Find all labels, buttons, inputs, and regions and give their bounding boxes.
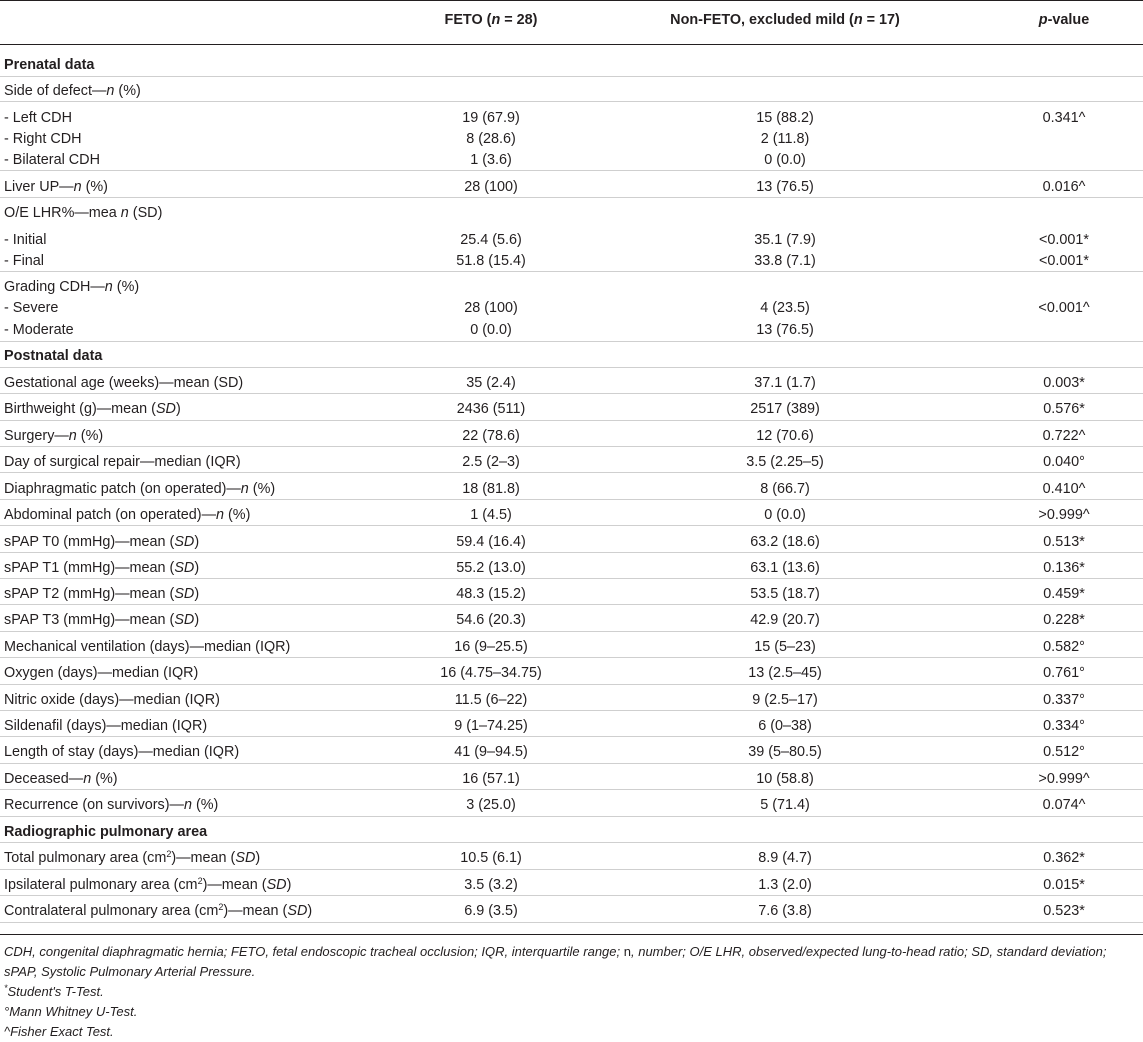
p-value: 0.512° [1043, 744, 1085, 760]
table-row [0, 428, 1143, 448]
table-row [0, 279, 1143, 299]
feto-value: 22 (78.6) [462, 428, 520, 444]
table-row [0, 586, 1143, 606]
row-label: Deceased—n (%) [4, 771, 118, 787]
footnote-fisher-exact: ^Fisher Exact Test. [4, 1024, 114, 1039]
non-feto-value: 13 (2.5–45) [748, 665, 822, 681]
feto-value: 2436 (511) [456, 401, 526, 417]
p-value: 0.040° [1043, 454, 1085, 470]
feto-value: 18 (81.8) [462, 481, 520, 497]
footnote-mann-whitney: °Mann Whitney U-Test. [4, 1004, 138, 1019]
table-row [0, 612, 1143, 632]
p-value: >0.999^ [1038, 507, 1090, 523]
table-row [0, 401, 1143, 421]
row-label: - Final [4, 253, 44, 269]
column-header-p-value: p-value [1038, 12, 1090, 28]
feto-value: 11.5 (6–22) [454, 692, 528, 708]
row-label: Ipsilateral pulmonary area $(cm^2)—mean$ (SD) [4, 876, 292, 893]
p-value: 0.074^ [1042, 797, 1086, 813]
table-row [0, 534, 1143, 554]
table-row [0, 131, 1143, 151]
feto-value: 25.4 (5.6) [460, 232, 522, 248]
non-feto-value: 3.5 (2.25–5) [746, 454, 824, 470]
column-header-feto: FETO (n = 28) [444, 12, 538, 28]
feto-value: 10.5 (6.1) [460, 850, 522, 866]
non-feto-value: 9 (2.5–17) [752, 692, 818, 708]
row-label: sPAP T1 (mmHg)—mean (SD) [4, 560, 200, 576]
feto-value: 1 (3.6) [470, 152, 512, 168]
p-value: <0.001^ [1038, 300, 1090, 316]
p-value: 0.722^ [1042, 428, 1086, 444]
non-feto-value: 37.1 (1.7) [754, 375, 816, 391]
table-row [0, 375, 1143, 395]
feto-value: 6.9 (3.5) [464, 903, 518, 919]
p-value: 0.523* [1043, 903, 1085, 919]
row-label: Nitric oxide (days)—median (IQR) [4, 692, 220, 708]
table-row [0, 665, 1143, 685]
table-row [0, 300, 1143, 320]
feto-value: 1 (4.5) [470, 507, 512, 523]
table-row [0, 718, 1143, 738]
non-feto-value: 63.2 (18.6) [750, 534, 820, 550]
non-feto-value: 7.6 (3.8) [758, 903, 812, 919]
row-label: - Right CDH [4, 131, 82, 147]
table-row [0, 639, 1143, 659]
row-label: Total pulmonary area $(cm^2)—mean$ (SD) [4, 849, 261, 866]
row-label: - Severe [4, 300, 59, 316]
non-feto-value: 1.3 (2.0) [758, 877, 812, 893]
non-feto-value: 15 (5–23) [754, 639, 816, 655]
row-label: Sildenafil (days)—median (IQR) [4, 718, 208, 734]
feto-value: 48.3 (15.2) [456, 586, 526, 602]
p-value: <0.001* [1038, 232, 1090, 248]
table-row [0, 771, 1143, 791]
column-header-non-feto: Non-FETO, excluded mild (n = 17) [670, 12, 900, 28]
section-title: Postnatal data [4, 348, 103, 364]
row-label: Contralateral pulmonary area $(cm^2)—mean$ (SD) [4, 902, 313, 919]
feto-value: 54.6 (20.3) [456, 612, 526, 628]
feto-value: 3.5 (3.2) [464, 877, 518, 893]
non-feto-value: 39 (5–80.5) [748, 744, 822, 760]
row-label: O/E LHR%—mea n (SD) [4, 205, 163, 221]
row-label: Side of defect—n (%) [4, 83, 141, 99]
feto-value: 2.5 (2–3) [462, 454, 520, 470]
row-label: Abdominal patch (on operated)—n (%) [4, 507, 251, 523]
p-value: 0.015* [1043, 877, 1085, 893]
row-label: Oxygen (days)—median (IQR) [4, 665, 199, 681]
non-feto-value: 0 (0.0) [764, 152, 806, 168]
non-feto-value: 35.1 (7.9) [754, 232, 816, 248]
row-label: - Bilateral CDH [4, 152, 100, 168]
table-row [0, 877, 1143, 897]
non-feto-value: 33.8 (7.1) [754, 253, 816, 269]
row-label: sPAP T2 (mmHg)—mean (SD) [4, 586, 200, 602]
table-row [0, 253, 1143, 273]
section-header-row [0, 348, 1143, 368]
p-value: >0.999^ [1038, 771, 1090, 787]
p-value: 0.334° [1043, 718, 1085, 734]
feto-value: 8 (28.6) [466, 131, 516, 147]
feto-value: 51.8 (15.4) [456, 253, 526, 269]
table-row [0, 205, 1143, 225]
header-rule [0, 44, 1143, 45]
feto-value: 9 (1–74.25) [454, 718, 528, 734]
p-value: 0.582° [1043, 639, 1085, 655]
feto-value: 28 (100) [464, 179, 518, 195]
non-feto-value: 5 (71.4) [760, 797, 810, 813]
non-feto-value: 13 (76.5) [756, 179, 814, 195]
p-value: 0.003* [1043, 375, 1085, 391]
row-label: Diaphragmatic patch (on operated)—n (%) [4, 481, 276, 497]
p-value: 0.576* [1043, 401, 1085, 417]
non-feto-value: 6 (0–38) [758, 718, 812, 734]
p-value: 0.410^ [1042, 481, 1086, 497]
table-row [0, 507, 1143, 527]
table-footnotes [4, 942, 1139, 1042]
feto-value: 41 (9–94.5) [454, 744, 528, 760]
p-value: 0.513* [1043, 534, 1085, 550]
p-value: 0.362* [1043, 850, 1085, 866]
feto-value: 0 (0.0) [470, 322, 512, 338]
table-row [0, 179, 1143, 199]
table-row [0, 83, 1143, 103]
row-label: Birthweight (g)—mean (SD) [4, 401, 181, 417]
non-feto-value: 42.9 (20.7) [750, 612, 820, 628]
section-title: Prenatal data [4, 57, 95, 73]
feto-value: 35 (2.4) [466, 375, 516, 391]
table-row [0, 481, 1143, 501]
table-row [0, 744, 1143, 764]
p-value: 0.136* [1043, 560, 1085, 576]
p-value: 0.341^ [1042, 110, 1086, 126]
row-label: sPAP T3 (mmHg)—mean (SD) [4, 612, 200, 628]
top-rule [0, 0, 1143, 1]
non-feto-value: 63.1 (13.6) [750, 560, 820, 576]
non-feto-value: 15 (88.2) [756, 110, 814, 126]
row-label: Recurrence (on survivors)—n (%) [4, 797, 219, 813]
feto-value: 59.4 (16.4) [456, 534, 526, 550]
non-feto-value: 53.5 (18.7) [750, 586, 820, 602]
table-row [0, 232, 1143, 252]
table-row [0, 903, 1143, 923]
footnote-abbreviations: CDH, congenital diaphragmatic hernia; FETO, fetal endoscopic tracheal occlusion; IQR, interquartile range; n, number; O/E LHR, observed/expected lung-to-head ratio; SD, standard deviation; sPAP, Systolic Pulmonary Arterial Pressure. [4, 944, 1107, 979]
row-label: Grading CDH—n (%) [4, 279, 140, 295]
row-label: sPAP T0 (mmHg)—mean (SD) [4, 534, 200, 550]
row-label: Length of stay (days)—median (IQR) [4, 744, 240, 760]
section-header-row [0, 57, 1143, 77]
non-feto-value: 8 (66.7) [760, 481, 810, 497]
p-value: 0.016^ [1042, 179, 1086, 195]
non-feto-value: 2 (11.8) [760, 131, 810, 147]
p-value: 0.337° [1043, 692, 1085, 708]
non-feto-value: 4 (23.5) [760, 300, 810, 316]
feto-value: 16 (57.1) [462, 771, 520, 787]
row-label: - Moderate [4, 322, 74, 338]
table-row [0, 692, 1143, 712]
table-row [0, 322, 1143, 342]
feto-value: 3 (25.0) [466, 797, 516, 813]
row-label: Liver UP—n (%) [4, 179, 108, 195]
table-row [0, 110, 1143, 130]
p-value: <0.001* [1038, 253, 1090, 269]
non-feto-value: 12 (70.6) [756, 428, 814, 444]
feto-value: 28 (100) [464, 300, 518, 316]
feto-value: 16 (4.75–34.75) [440, 665, 542, 681]
row-label: Surgery—n (%) [4, 428, 104, 444]
row-label: - Left CDH [4, 110, 72, 126]
row-label: Gestational age (weeks)—mean (SD) [4, 375, 244, 391]
row-label: - Initial [4, 232, 47, 248]
section-header-row [0, 824, 1143, 844]
table-row [0, 560, 1143, 580]
p-value: 0.459* [1043, 586, 1085, 602]
feto-value: 55.2 (13.0) [456, 560, 526, 576]
p-value: 0.228* [1043, 612, 1085, 628]
non-feto-value: 8.9 (4.7) [758, 850, 812, 866]
section-title: Radiographic pulmonary area [4, 824, 208, 840]
p-value: 0.761° [1043, 665, 1085, 681]
bottom-rule [0, 934, 1143, 935]
feto-value: 16 (9–25.5) [454, 639, 528, 655]
non-feto-value: 13 (76.5) [756, 322, 814, 338]
non-feto-value: 0 (0.0) [764, 507, 806, 523]
feto-value: 19 (67.9) [462, 110, 520, 126]
table-row [0, 797, 1143, 817]
non-feto-value: 2517 (389) [750, 401, 820, 417]
table-row [0, 152, 1143, 172]
footnote-student-t-test: *Student's T-Test. [4, 983, 104, 999]
row-label: Mechanical ventilation (days)—median (IQR) [4, 639, 291, 655]
table-row [0, 850, 1143, 870]
row-label: Day of surgical repair—median (IQR) [4, 454, 241, 470]
table-row [0, 454, 1143, 474]
non-feto-value: 10 (58.8) [756, 771, 814, 787]
